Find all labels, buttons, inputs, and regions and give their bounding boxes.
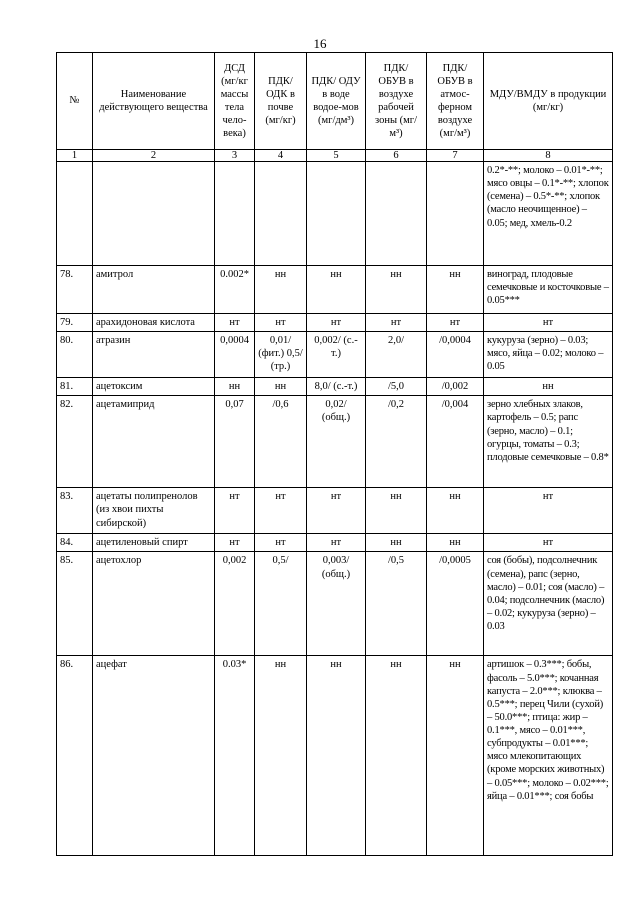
dsd-value: нн [215,378,255,396]
dsd-value: 0.03* [215,656,255,856]
atm-air-value: /0,0004 [427,332,484,378]
row-number: 79. [57,314,93,332]
atm-air-value [427,162,484,266]
table-row [57,332,613,378]
substance-name: амитрол [93,266,215,314]
dsd-value: 0.002* [215,266,255,314]
work-air-value: нт [366,314,427,332]
products-value: нт [484,314,613,332]
water-value: 0,003/ (общ.) [307,552,366,656]
table-row [57,488,613,534]
products-value: нн [484,378,613,396]
dsd-value: 0,07 [215,396,255,488]
work-air-value: 2,0/ [366,332,427,378]
water-value: нн [307,656,366,856]
soil-value: нн [255,378,307,396]
table-row [57,378,613,396]
row-number: 86. [57,656,93,856]
row-number: 85. [57,552,93,656]
water-value: нт [307,534,366,552]
dsd-value [215,162,255,266]
column-number-row [57,150,613,162]
soil-value: нт [255,314,307,332]
atm-air-value: нн [427,488,484,534]
header-number: № [57,53,93,150]
atm-air-value: /0,0005 [427,552,484,656]
water-value: нн [307,266,366,314]
table-row [57,162,613,266]
products-value: кукуруза (зерно) – 0.03; мясо, яйца – 0.02; молоко – 0.05 [484,332,613,378]
substance-name: ацетаты полипренолов (из хвои пихты сибирской) [93,488,215,534]
row-number: 84. [57,534,93,552]
work-air-value: нн [366,488,427,534]
work-air-value: /0,5 [366,552,427,656]
table-row [57,552,613,656]
products-value: соя (бобы), подсолнечник (семена), рапс (зерно, масло) – 0.01; соя (масло) – 0.04; подсолнечник (масло) – 0.02; кукуруза (зерно) – 0.03 [484,552,613,656]
atm-air-value: нн [427,266,484,314]
products-value: нт [484,488,613,534]
column-number: 4 [255,150,307,162]
soil-value: 0,5/ [255,552,307,656]
substance-name: ацетохлор [93,552,215,656]
table-row [57,266,613,314]
dsd-value: нт [215,488,255,534]
products-value: нт [484,534,613,552]
header-products: МДУ/ВМДУ в продукции (мг/кг) [484,53,613,150]
water-value: 8,0/ (с.-т.) [307,378,366,396]
header-water: ПДК/ ОДУ в воде водое-мов (мг/дм³) [307,53,366,150]
substance-name [93,162,215,266]
table-row [57,396,613,488]
pesticide-table [56,52,613,856]
products-value: виноград, плодовые семечковые и косточковые – 0.05*** [484,266,613,314]
column-number: 1 [57,150,93,162]
table-row [57,314,613,332]
products-value: артишок – 0.3***; бобы, фасоль – 5.0***; кочанная капуста – 2.0***; клюква – 0.5***; перец Чили (сухой) – 50.0***; птица: жир – 0.1***, мясо – 0.01***, субпродукты – 0.01***; мясо млекопитающих (кроме морских животных) – 0.05***; молоко – 0.02***; яйца – 0.01***; соя бобы [484,656,613,856]
dsd-value: нт [215,534,255,552]
column-number: 7 [427,150,484,162]
soil-value: нн [255,656,307,856]
soil-value: /0,6 [255,396,307,488]
column-number: 6 [366,150,427,162]
soil-value [255,162,307,266]
work-air-value: нн [366,534,427,552]
column-number: 3 [215,150,255,162]
substance-name: атразин [93,332,215,378]
soil-value: нт [255,534,307,552]
atm-air-value: нт [427,314,484,332]
water-value [307,162,366,266]
work-air-value: нн [366,656,427,856]
soil-value: нт [255,488,307,534]
soil-value: нн [255,266,307,314]
column-number: 8 [484,150,613,162]
products-value: зерно хлебных злаков, картофель – 0.5; рапс (зерно, масло) – 0.1; огурцы, томаты – 0.3; плодовые семечковые – 0.8* [484,396,613,488]
header-soil: ПДК/ ОДК в почве (мг/кг) [255,53,307,150]
substance-name: ацетамиприд [93,396,215,488]
header-dsd: ДСД (мг/кг массы тела чело-века) [215,53,255,150]
dsd-value: нт [215,314,255,332]
row-number: 78. [57,266,93,314]
work-air-value: /0,2 [366,396,427,488]
substance-name: арахидоновая кислота [93,314,215,332]
work-air-value: /5,0 [366,378,427,396]
page-number: 16 [313,36,327,51]
header-atm-air: ПДК/ ОБУВ в атмос-ферном воздухе (мг/м³) [427,53,484,150]
work-air-value: нн [366,266,427,314]
row-number: 83. [57,488,93,534]
row-number [57,162,93,266]
table-row [57,656,613,856]
water-value: 0,02/ (общ.) [307,396,366,488]
row-number: 82. [57,396,93,488]
atm-air-value: /0,002 [427,378,484,396]
column-number: 5 [307,150,366,162]
atm-air-value: нн [427,656,484,856]
header-row [57,53,613,150]
dsd-value: 0,002 [215,552,255,656]
column-number: 2 [93,150,215,162]
water-value: нт [307,314,366,332]
dsd-value: 0,0004 [215,332,255,378]
table-row [57,534,613,552]
header-work-air: ПДК/ ОБУВ в воздухе рабочей зоны (мг/м³) [366,53,427,150]
atm-air-value: /0,004 [427,396,484,488]
substance-name: ацефат [93,656,215,856]
header-substance: Наименование действующего вещества [93,53,215,150]
substance-name: ацетиленовый спирт [93,534,215,552]
substance-name: ацетоксим [93,378,215,396]
row-number: 80. [57,332,93,378]
work-air-value [366,162,427,266]
atm-air-value: нн [427,534,484,552]
products-value: 0.2*-**; молоко – 0.01*-**; мясо овцы – 0.1*-**; хлопок (семена) – 0.5*-**; хлопок (масло неочищенное) – 0.05; мед, хмель-0.2 [484,162,613,266]
water-value: нт [307,488,366,534]
water-value: 0,002/ (с.-т.) [307,332,366,378]
soil-value: 0,01/ (фит.) 0,5/ (тр.) [255,332,307,378]
row-number: 81. [57,378,93,396]
